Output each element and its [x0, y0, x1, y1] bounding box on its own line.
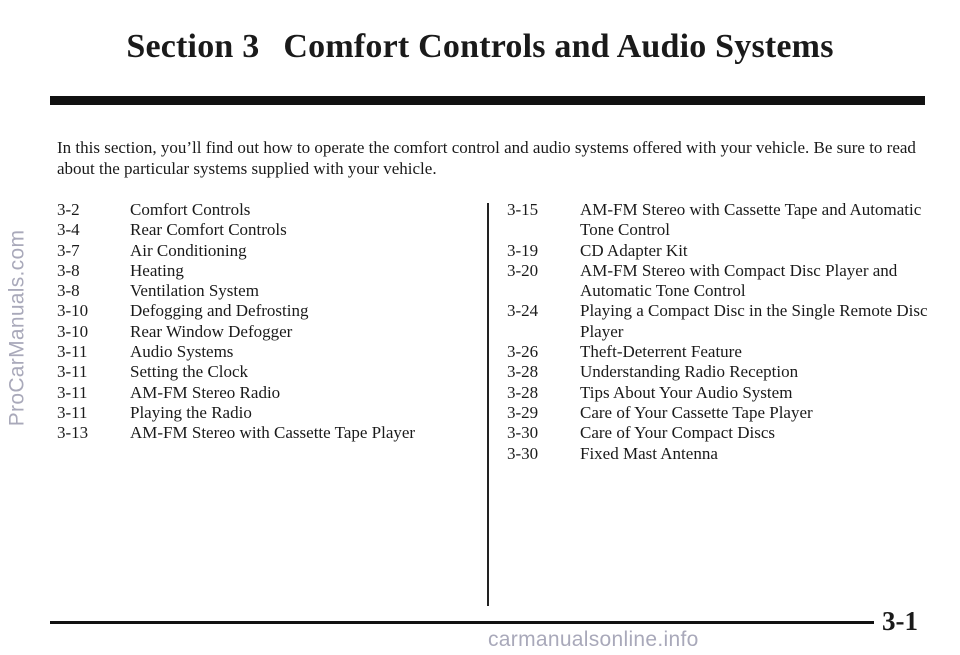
- toc-title: Playing a Compact Disc in the Single Remote Disc Player: [580, 301, 928, 341]
- toc-title: Audio Systems: [130, 342, 234, 362]
- toc-entry[interactable]: [57, 423, 457, 443]
- toc-entry[interactable]: [57, 261, 457, 281]
- toc-page: 3-28: [507, 362, 539, 382]
- toc-title: AM-FM Stereo Radio: [130, 382, 281, 402]
- toc-left-column: [57, 200, 457, 444]
- toc-page: 3-8: [57, 281, 80, 301]
- toc-title: CD Adapter Kit: [580, 240, 688, 260]
- toc-entry[interactable]: [57, 383, 457, 403]
- toc-title: AM-FM Stereo with Cassette Tape Player: [130, 423, 416, 443]
- toc-entry[interactable]: [507, 383, 937, 403]
- toc-title: Defogging and Defrosting: [130, 301, 309, 321]
- section-label: Section 3: [126, 28, 260, 65]
- toc-entry[interactable]: [507, 261, 937, 302]
- toc-page: 3-15: [507, 200, 539, 219]
- toc-page: 3-11: [57, 402, 88, 422]
- toc-title: Care of Your Compact Discs: [580, 423, 776, 443]
- toc-entry[interactable]: [57, 362, 457, 382]
- toc-title: Comfort Controls: [130, 200, 251, 219]
- footer-rule: [50, 621, 874, 624]
- toc-page: 3-30: [507, 423, 539, 443]
- side-watermark-text: ProCarManuals.com: [5, 229, 28, 426]
- toc-title: Understanding Radio Reception: [580, 362, 799, 382]
- toc-entry[interactable]: [507, 403, 937, 423]
- toc-page: 3-26: [507, 342, 539, 362]
- intro-paragraph: In this section, you’ll find out how to operate the comfort control and audio systems offered with your vehicle. Be sure to read about the particular systems supplied with your vehicle.: [57, 138, 916, 178]
- toc-entry[interactable]: [57, 403, 457, 423]
- toc-page: 3-24: [507, 301, 539, 321]
- toc-entry[interactable]: [507, 301, 937, 342]
- toc-entry[interactable]: [507, 423, 937, 443]
- toc-entry[interactable]: [507, 241, 937, 261]
- toc-title: AM-FM Stereo with Cassette Tape and Automatic Tone Control: [580, 200, 922, 240]
- toc-entry[interactable]: [507, 200, 937, 241]
- toc-title: Theft-Deterrent Feature: [580, 342, 742, 362]
- toc-entry[interactable]: [57, 301, 457, 321]
- toc-entry[interactable]: [57, 241, 457, 261]
- toc-title: Setting the Clock: [130, 362, 249, 382]
- toc-title: Playing the Radio: [130, 402, 252, 422]
- toc-entry[interactable]: [57, 200, 457, 220]
- toc-title: Rear Comfort Controls: [130, 220, 287, 240]
- toc-page: 3-28: [507, 382, 539, 402]
- toc-page: 3-10: [57, 301, 89, 321]
- toc-page: 3-11: [57, 362, 88, 382]
- toc-entry[interactable]: [507, 342, 937, 362]
- toc-title: AM-FM Stereo with Compact Disc Player and Automatic Tone Control: [580, 260, 898, 301]
- toc-right-column: [507, 200, 937, 464]
- toc-title: Ventilation System: [130, 281, 259, 301]
- page-title: [0, 28, 960, 66]
- toc-title: Fixed Mast Antenna: [580, 443, 718, 463]
- toc-page: 3-19: [507, 240, 539, 260]
- toc-page: 3-8: [57, 260, 80, 280]
- section-title: Comfort Controls and Audio Systems: [283, 28, 834, 65]
- toc-page: 3-4: [57, 220, 80, 240]
- toc-title: Rear Window Defogger: [130, 321, 293, 341]
- toc-page: 3-11: [57, 342, 88, 362]
- toc-title: Heating: [130, 260, 184, 280]
- toc-page: 3-29: [507, 402, 539, 422]
- toc-page: 3-7: [57, 240, 80, 260]
- page-number: 3-1: [882, 606, 918, 636]
- toc-page: 3-11: [57, 382, 88, 402]
- toc-page: 3-13: [57, 423, 89, 443]
- toc-entry[interactable]: [507, 362, 937, 382]
- toc-page: 3-20: [507, 260, 539, 280]
- side-watermark: [0, 0, 34, 655]
- toc-page: 3-10: [57, 321, 89, 341]
- toc-entry[interactable]: [507, 444, 937, 464]
- header-rule: [50, 96, 925, 105]
- toc-page: 3-2: [57, 200, 80, 219]
- toc-entry[interactable]: [57, 281, 457, 301]
- toc-entry[interactable]: [57, 220, 457, 240]
- toc-title: Tips About Your Audio System: [580, 382, 793, 402]
- toc-title: Air Conditioning: [130, 240, 247, 260]
- toc-page: 3-30: [507, 443, 539, 463]
- toc-entry[interactable]: [57, 342, 457, 362]
- toc-entry[interactable]: [57, 322, 457, 342]
- toc-title: Care of Your Cassette Tape Player: [580, 402, 813, 422]
- column-divider: [487, 203, 489, 606]
- bottom-watermark: carmanualsonline.info: [488, 628, 699, 651]
